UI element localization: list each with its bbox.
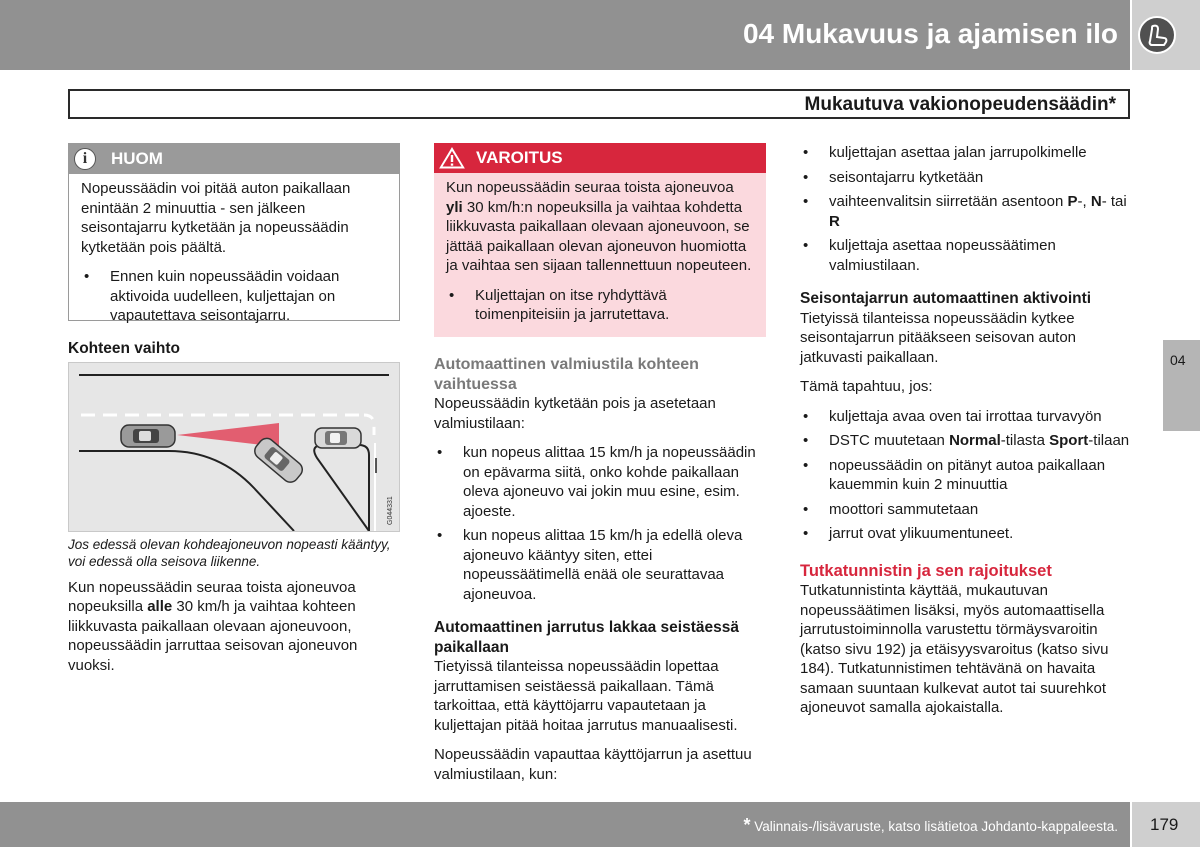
chapter-side-tab (1163, 340, 1200, 431)
target-change-illustration (68, 362, 400, 532)
parking-bullet: • moottori sammutetaan (800, 500, 1132, 520)
chapter-title: 04 Mukavuus ja ajamisen ilo (742, 18, 1118, 49)
parking-bullet: • jarrut ovat ylikuumentuneet. (800, 524, 1132, 544)
warning-box-header (434, 143, 766, 173)
auto-brake-text-1: Tietyissä tilanteissa nopeussäädin lopettaa jarruttamisen seistäessä paikallaan. Tämä tarkoittaa, että käyttöjarru vapautetaan ja kuljettajan pitää hoitaa jarrutus manuaalisesti. (434, 658, 738, 734)
radar-heading: Tutkatunnistin ja sen rajoitukset (800, 561, 1052, 580)
standby-heading: Automaattinen valmiustila kohteen vaihtuessa (434, 356, 699, 393)
standby-bullet: • kun nopeus alittaa 15 km/h ja nopeussäädin on epävarma siitä, onko kohde paikallaan oleva ajoneuvo vai jokin muu esine, esim. ajoeste. (434, 443, 766, 521)
parking-brake-heading: Seisontajarrun automaattinen aktivointi (800, 290, 1092, 307)
side-tab-label: 04 (1170, 352, 1186, 368)
figure-caption: Jos edessä olevan kohdeajoneuvon nopeasti kääntyy, voi edessä olla seisova liikenne. (68, 536, 391, 569)
page-number: 179 (1150, 815, 1179, 834)
section-header (68, 89, 1130, 119)
release-bullet: • seisontajarru kytketään (800, 168, 1132, 188)
parking-bullet: • kuljettaja avaa oven tai irrottaa turvavyön (800, 407, 1132, 427)
column-1 (68, 143, 400, 685)
warning-label: VAROITUS (476, 148, 563, 167)
auto-brake-heading: Automaattinen jarrutus lakkaa seistäessä paikallaan (434, 619, 739, 656)
figure-code: G044331 (387, 495, 394, 525)
figure-heading: Kohteen vaihto (68, 340, 180, 357)
column-3 (800, 143, 1132, 728)
warning-box (434, 143, 766, 337)
note-bullet: • Ennen kuin nopeussäädin voidaan aktivoida uudelleen, kuljettajan on vapautettava seisontajarru. (81, 267, 387, 326)
standby-intro: Nopeussäädin kytketään pois ja asetetaan valmiustilaan: (434, 395, 716, 432)
column-2 (434, 143, 766, 794)
info-icon: i (74, 148, 96, 170)
parking-bullet: • nopeussäädin on pitänyt autoa paikallaan kauemmin kuin 2 minuuttia (800, 456, 1132, 495)
parking-brake-text: Tietyissä tilanteissa nopeussäädin kytkee seisontajarrun pitääkseen seisovan auton jatkuvasti paikallaan. (800, 309, 1077, 366)
warning-triangle-icon (438, 146, 466, 170)
release-bullet: • kuljettaja asettaa nopeussäätimen valmiustilaan. (800, 236, 1132, 275)
radar-text: Tutkatunnistinta käyttää, mukautuvan nopeussäätimen lisäksi, myös automaattisella jarrutustoiminnolla varustettu törmäysvaroitin (katso sivu 192) ja etäisyysvaroitus (katso sivu 184). Tutkatunnistimen tehtävänä on havaita samaan suuntaan kulkevat autot tai suurehkot ajoneuvot samalla ajokaistalla. (800, 582, 1109, 716)
release-bullet: • kuljettajan asettaa jalan jarrupolkimelle (800, 143, 1132, 163)
parking-bullet: • DSTC muutetaan Normal-tilasta Sport-tilaan (800, 431, 1132, 451)
standby-bullet: • kun nopeus alittaa 15 km/h ja edellä oleva ajoneuvo kääntyy siten, ettei nopeussäätimellä enää ole seurattavaa ajoneuvoa. (434, 526, 766, 604)
paragraph-below-30: Kun nopeussäädin seuraa toista ajoneuvoa nopeuksilla alle 30 km/h ja vaihtaa kohteen liikkuvasta paikallaan olevaan ajoneuvoon, nopeussäädin jarruttaa seisovan ajoneuvon vuoksi. (68, 578, 358, 674)
warning-text: Kun nopeussäädin seuraa toista ajoneuvoa yli 30 km/h:n nopeuksilla ja vaihtaa kohdetta liikkuvasta paikallaan olevaan ajoneuvoon, se jättää paikallaan olevan ajoneuvon huomiotta ja vaihtaa sen sijaan tallennettuun nopeuteen. (446, 179, 752, 274)
note-box-header (69, 144, 399, 174)
release-bullet: • vaihteenvalitsin siirretään asentoon P-, N- tai R (800, 192, 1132, 231)
note-box (68, 143, 400, 324)
happens-if-text: Tämä tapahtuu, jos: (800, 378, 933, 395)
note-text: Nopeussäädin voi pitää auton paikallaan enintään 2 minuuttia - sen jälkeen seisontajarru kytketään ja nopeussäädin kytketään pois päältä. (81, 180, 351, 256)
warning-bullet: • Kuljettajan on itse ryhdyttävä toimenpiteisiin ja jarrutettava. (446, 286, 754, 325)
auto-brake-text-2: Nopeussäädin vapauttaa käyttöjarrun ja asettuu valmiustilaan, kun: (434, 746, 752, 783)
seat-icon (1138, 16, 1176, 54)
section-title: Mukautuva vakionopeudensäädin* (804, 94, 1116, 115)
note-label: HUOM (111, 149, 163, 168)
footer-note: * Valinnais-/lisävaruste, katso lisätietoa Johdanto-kappaleesta. (743, 815, 1118, 835)
